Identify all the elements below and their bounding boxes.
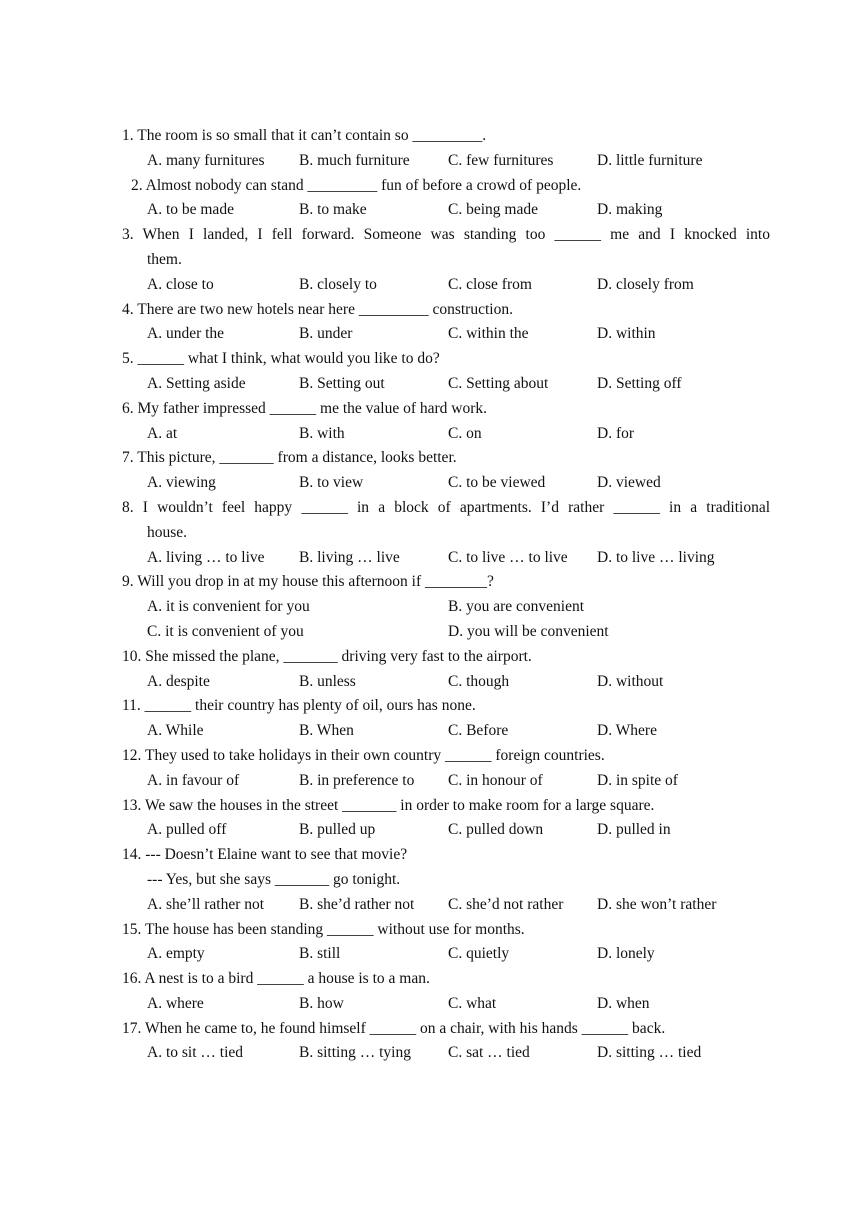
option-a: A. While (147, 722, 204, 740)
option-d: D. making (597, 201, 663, 219)
question-12-stem (122, 744, 770, 769)
option-c: C. Setting about (448, 374, 549, 392)
option-c: C. pulled down (448, 821, 544, 839)
option-c: C. in honour of (448, 771, 543, 789)
option-b: B. she’d rather not (299, 895, 415, 913)
question-4-options (122, 322, 770, 347)
option-a: A. viewing (147, 474, 216, 492)
option-c: C. she’d not rather (448, 895, 564, 913)
option-d: D. pulled in (597, 821, 671, 839)
question-1-options (122, 149, 770, 174)
question-10-options (122, 670, 770, 695)
option-b: B. in preference to (299, 771, 415, 789)
question-6-stem (122, 397, 770, 422)
option-d: D. she won’t rather (597, 895, 717, 913)
question-1-stem (122, 124, 770, 149)
question-9-stem (122, 570, 770, 595)
question-text-continued: them. (147, 250, 182, 268)
option-d: D. within (597, 325, 656, 343)
question-11-stem (122, 694, 770, 719)
question-text: 6. My father impressed ______ me the value of hard work. (122, 399, 488, 417)
question-8-options (122, 546, 770, 571)
question-text: 3. When I landed, I fell forward. Someone was standing too ______ me and I knocked into (122, 226, 770, 244)
question-3-options (122, 273, 770, 298)
question-text: 11. ______ their country has plenty of oil, ours has none. (122, 697, 476, 715)
option-d: D. closely from (597, 275, 694, 293)
option-a: A. many furnitures (147, 151, 265, 169)
question-12-options (122, 769, 770, 794)
question-13-stem (122, 794, 770, 819)
option-b: B. with (299, 424, 345, 442)
option-b: B. still (299, 945, 341, 963)
option-d: D. viewed (597, 474, 661, 492)
option-a: A. it is convenient for you (147, 598, 310, 616)
question-3-stem (122, 223, 770, 248)
option-b: B. how (299, 994, 344, 1012)
option-b: B. to make (299, 201, 367, 219)
option-c: C. sat … tied (448, 1044, 530, 1062)
option-a: A. at (147, 424, 178, 442)
question-16-options (122, 992, 770, 1017)
option-c: C. it is convenient of you (147, 622, 304, 640)
option-d: D. lonely (597, 945, 655, 963)
option-b: B. to view (299, 474, 364, 492)
question-9-options-row-1 (122, 595, 770, 620)
option-a: A. where (147, 994, 204, 1012)
option-d: D. for (597, 424, 635, 442)
question-11-options (122, 719, 770, 744)
question-2-stem (122, 174, 770, 199)
question-5-options (122, 372, 770, 397)
question-text: 13. We saw the houses in the street _______ in order to make room for a large square. (122, 796, 655, 814)
question-17-options (122, 1041, 770, 1066)
option-c: C. Before (448, 722, 509, 740)
option-a: A. pulled off (147, 821, 227, 839)
question-15-stem (122, 918, 770, 943)
option-b: B. pulled up (299, 821, 376, 839)
question-text: 17. When he came to, he found himself ______ on a chair, with his hands ______ back. (122, 1019, 666, 1037)
question-2-options (122, 198, 770, 223)
option-d: D. Setting off (597, 374, 682, 392)
option-b: B. much furniture (299, 151, 410, 169)
question-4-stem (122, 298, 770, 323)
option-c: C. within the (448, 325, 529, 343)
question-8-stem-cont (122, 521, 770, 546)
question-text: 12. They used to take holidays in their own country ______ foreign countries. (122, 746, 605, 764)
question-text: 7. This picture, _______ from a distance, looks better. (122, 449, 457, 467)
question-7-options (122, 471, 770, 496)
question-6-options (122, 422, 770, 447)
question-text: 9. Will you drop in at my house this afternoon if ________? (122, 573, 494, 591)
question-text: 2. Almost nobody can stand _________ fun of before a crowd of people. (131, 176, 582, 194)
option-d: D. to live … living (597, 548, 715, 566)
question-text: 1. The room is so small that it can’t contain so _________. (122, 127, 487, 144)
option-b: B. living … live (299, 548, 400, 566)
option-b: B. closely to (299, 275, 377, 293)
question-text: 8. I wouldn’t feel happy ______ in a block of apartments. I’d rather ______ in a traditional (122, 498, 770, 516)
option-d: D. you will be convenient (448, 622, 609, 640)
option-c: C. to live … to live (448, 548, 568, 566)
option-c: C. what (448, 994, 497, 1012)
option-d: D. little furniture (597, 151, 703, 169)
question-14-stem-cont (122, 868, 770, 893)
option-a: A. to sit … tied (147, 1044, 244, 1062)
option-d: D. in spite of (597, 771, 678, 789)
option-a: A. empty (147, 945, 205, 963)
question-text: 5. ______ what I think, what would you like to do? (122, 350, 440, 368)
option-c: C. few furnitures (448, 151, 554, 169)
question-7-stem (122, 446, 770, 471)
question-13-options (122, 818, 770, 843)
question-text-continued: house. (147, 523, 188, 541)
option-b: B. you are convenient (448, 598, 585, 616)
option-d: D. without (597, 672, 664, 690)
option-a: A. close to (147, 275, 214, 293)
option-a: A. Setting aside (147, 374, 246, 392)
option-a: A. she’ll rather not (147, 895, 265, 913)
question-15-options (122, 942, 770, 967)
option-a: A. under the (147, 325, 225, 343)
question-text: 16. A nest is to a bird ______ a house is to a man. (122, 970, 430, 988)
option-b: B. When (299, 722, 354, 740)
question-list (122, 124, 770, 1066)
question-3-stem-cont (122, 248, 770, 273)
question-14-options (122, 893, 770, 918)
question-text: 15. The house has been standing ______ without use for months. (122, 920, 525, 938)
question-14-stem (122, 843, 770, 868)
option-a: A. despite (147, 672, 210, 690)
option-b: B. Setting out (299, 374, 385, 392)
option-d: D. when (597, 994, 650, 1012)
question-text-continued: --- Yes, but she says _______ go tonight. (147, 870, 401, 888)
option-b: B. sitting … tying (299, 1044, 411, 1062)
question-8-stem (122, 496, 770, 521)
option-a: A. living … to live (147, 548, 265, 566)
option-c: C. quietly (448, 945, 510, 963)
option-c: C. being made (448, 201, 538, 219)
question-10-stem (122, 645, 770, 670)
question-16-stem (122, 967, 770, 992)
option-d: D. Where (597, 722, 657, 740)
question-text: 14. --- Doesn’t Elaine want to see that movie? (122, 846, 408, 864)
option-c: C. close from (448, 275, 532, 293)
option-c: C. on (448, 424, 482, 442)
question-9-options-row-2 (122, 620, 770, 645)
question-text: 4. There are two new hotels near here _________ construction. (122, 300, 513, 318)
option-d: D. sitting … tied (597, 1044, 702, 1062)
question-17-stem (122, 1017, 770, 1042)
option-b: B. under (299, 325, 353, 343)
option-c: C. though (448, 672, 510, 690)
option-c: C. to be viewed (448, 474, 546, 492)
question-5-stem (122, 347, 770, 372)
question-text: 10. She missed the plane, _______ driving very fast to the airport. (122, 647, 532, 665)
option-a: A. in favour of (147, 771, 240, 789)
option-b: B. unless (299, 672, 356, 690)
option-a: A. to be made (147, 201, 234, 219)
